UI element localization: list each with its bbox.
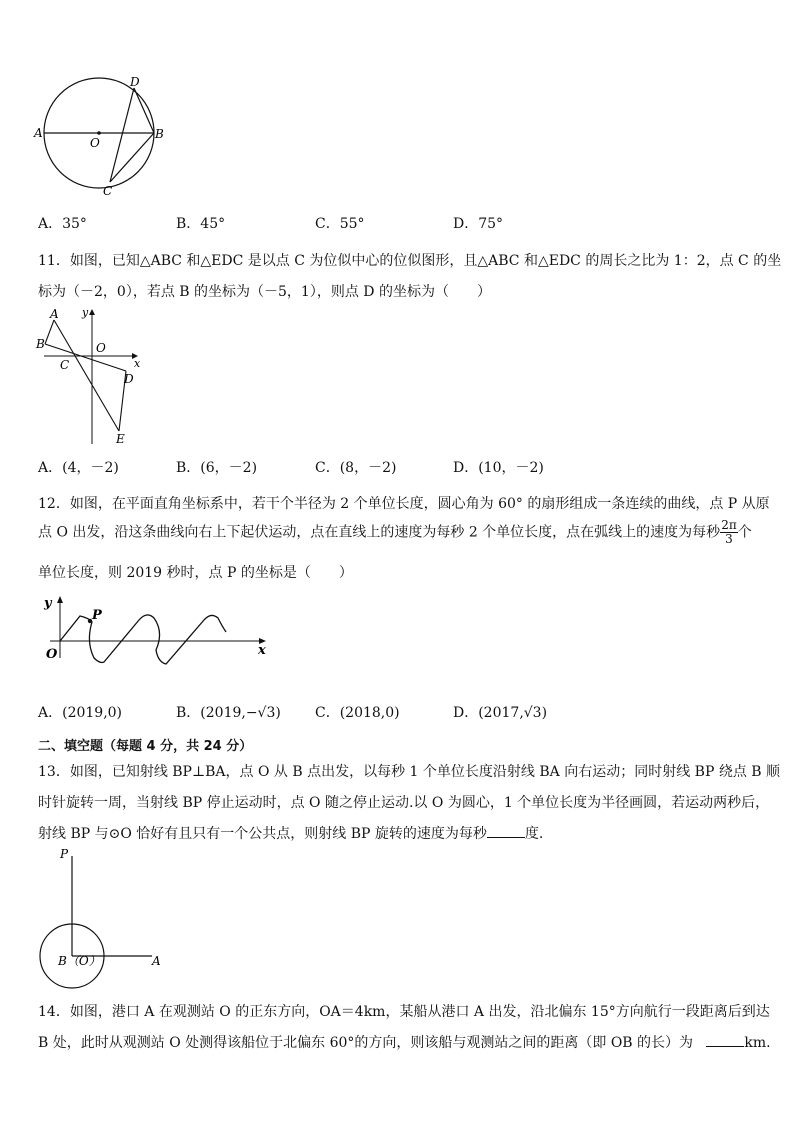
- q12-text-line2: [38, 519, 752, 546]
- q10-circle-figure: [30, 76, 170, 198]
- q11-option-d: D．(10，－2): [453, 460, 544, 476]
- q11-label-e: E: [116, 432, 125, 446]
- q12-option-c: C．(2018,0): [315, 705, 400, 721]
- q13-label-a: A: [152, 954, 161, 968]
- q11-option-b: B．(6，－2): [176, 460, 258, 476]
- q14-answer-blank[interactable]: [706, 1034, 744, 1047]
- q12-text-line2a: 点 O 出发，沿这条曲线向右上下起伏运动，点在直线上的速度为每秒 2 个单位长度，点在弧线上的速度为每秒: [38, 524, 721, 541]
- q11-y-arrow: [89, 309, 95, 315]
- q14-text-line1: 14．如图，港口 A 在观测站 O 的正东方向，OA＝4km，某船从港口 A 出发，沿北偏东 15°方向航行一段距离后到达: [38, 1004, 770, 1020]
- q10-label-b: B: [155, 127, 164, 141]
- q13-answer-blank[interactable]: [487, 825, 525, 838]
- q12-label-y: y: [44, 596, 52, 611]
- q11-segment-ab: [45, 320, 54, 344]
- q11-figure: [34, 306, 146, 446]
- q12-label-p: P: [92, 608, 102, 623]
- q12-text-line2b: 个: [737, 524, 752, 541]
- q12-curve-figure: [34, 592, 274, 666]
- q11-option-c: C．(8，－2): [315, 460, 397, 476]
- q10-option-a: A．35°: [38, 216, 87, 232]
- q13-label-p: P: [60, 847, 69, 861]
- q12-y-arrow: [57, 596, 63, 603]
- q13-text-line3b: 度.: [524, 826, 544, 842]
- q12-option-b: B．(2019,−√3): [176, 705, 281, 721]
- q12-option-d: D．(2017,√3): [453, 705, 548, 721]
- q12-option-a: A．(2019,0): [38, 705, 123, 721]
- q10-chord-bd: [134, 88, 154, 133]
- q10-center-dot: [97, 131, 101, 135]
- q10-label-a: A: [34, 126, 43, 140]
- q13-figure: [34, 846, 168, 990]
- q10-option-b: B．45°: [176, 216, 226, 232]
- q10-label-d: D: [130, 76, 140, 89]
- q11-text-line2: 标为（－2，0），若点 B 的坐标为（－5，1），则点 D 的坐标为（ ）: [38, 284, 491, 300]
- q11-label-c: C: [60, 358, 70, 372]
- q12-label-o: O: [46, 647, 58, 662]
- q14-text-line2a: B 处，此时从观测站 O 处测得该船位于北偏东 60°的方向，则该船与观测站之间的距离（即 OB 的长）为: [38, 1035, 694, 1051]
- q13-text-line1: 13．如图，已知射线 BP⊥BA，点 O 从 B 点出发，以每秒 1 个单位长度沿射线 BA 向右运动；同时射线 BP 绕点 B 顺: [38, 764, 781, 780]
- q11-label-o: O: [96, 341, 106, 355]
- q12-text-line1: 12．如图，在平面直角坐标系中，若干个半径为 2 个单位长度，圆心角为 60° 的扇形组成一条连续的曲线，点 P 从原: [38, 496, 770, 512]
- q12-fraction-numerator: 2π: [721, 518, 737, 532]
- q10-label-o: O: [90, 136, 100, 150]
- q13-label-bo: B（O）: [58, 954, 101, 968]
- q11-text-line1: 11．如图，已知△ABC 和△EDC 是以点 C 为位似中心的位似图形，且△ABC 和△EDC 的周长之比为 1：2，点 C 的坐: [38, 253, 782, 269]
- q11-label-b: B: [36, 337, 45, 351]
- q11-segment-ae: [54, 320, 119, 431]
- q12-text-line3: 单位长度，则 2019 秒时，点 P 的坐标是（ ）: [38, 565, 353, 581]
- q12-label-x: x: [258, 643, 266, 658]
- q14-text-line2b: km.: [744, 1035, 771, 1051]
- q13-text-line2: 时针旋转一周，当射线 BP 停止运动时，点 O 随之停止运动.以 O 为圆心，1 个单位长度为半径画圆，若运动两秒后，: [38, 795, 770, 811]
- q12-speed-fraction: [720, 519, 738, 546]
- q10-option-d: D．75°: [453, 216, 504, 232]
- q12-fraction-denominator: 3: [725, 532, 733, 546]
- q14-text-line2: [38, 1032, 771, 1052]
- q11-segment-bd: [45, 344, 126, 371]
- q11-label-x: x: [134, 357, 141, 370]
- q11-label-d: D: [124, 372, 134, 386]
- q11-label-y: y: [82, 306, 89, 319]
- section-fill-in-blank-heading: 二、填空题（每题 4 分，共 24 分）: [38, 739, 253, 754]
- q10-label-c: C: [103, 184, 113, 198]
- q13-text-line3a: 射线 BP 与⊙O 恰好有且只有一个公共点，则射线 BP 旋转的速度为每秒: [38, 826, 487, 842]
- q10-option-c: C．55°: [315, 216, 365, 232]
- q11-label-a: A: [50, 307, 59, 321]
- q11-option-a: A．(4，－2): [38, 460, 119, 476]
- q13-text-line3: [38, 823, 543, 843]
- q12-wave-curve: [60, 615, 226, 664]
